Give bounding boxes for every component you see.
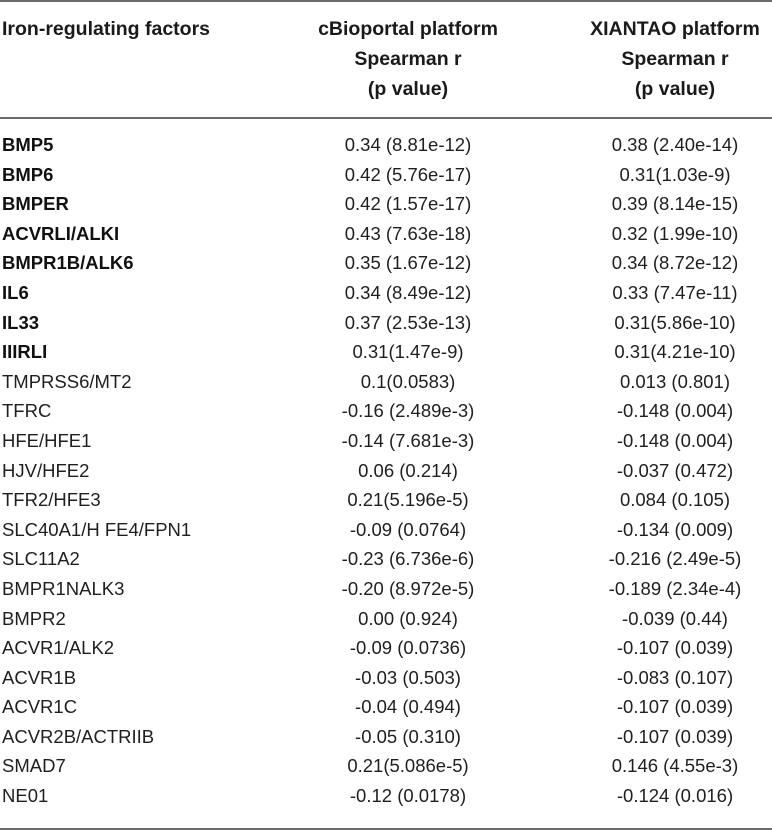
table-row: [0, 544, 772, 574]
header-col3-line3: (p value): [634, 78, 716, 100]
header-col3-line1: XIANTAO platform: [590, 18, 760, 40]
factor-name: TFRC: [2, 400, 52, 422]
table-row: [0, 278, 772, 308]
cbioportal-value: 0.42 (5.76e-17): [344, 163, 472, 185]
table-row: [0, 189, 772, 219]
table-row: [0, 751, 772, 781]
factor-name: ACVR1B: [2, 666, 77, 688]
factor-name: IL33: [2, 311, 40, 333]
cbioportal-value: -0.09 (0.0764): [349, 518, 467, 540]
xiantao-value: -0.216 (2.49e-5): [608, 548, 742, 570]
factor-name: IIIRLI: [2, 341, 48, 363]
table-row: [0, 396, 772, 426]
table-header: [0, 0, 772, 117]
factor-name: BMPR2: [2, 607, 66, 629]
factor-name: ACVR1/ALK2: [2, 637, 115, 659]
header-col2-line2: Spearman r: [354, 48, 462, 70]
xiantao-value: 0.013 (0.801): [619, 370, 731, 392]
factor-name: TMPRSS6/MT2: [2, 370, 132, 392]
factor-name: BMPR1NALK3: [2, 577, 125, 599]
xiantao-value: 0.39 (8.14e-15): [611, 193, 739, 215]
cbioportal-value: 0.06 (0.214): [358, 459, 458, 481]
cbioportal-value: -0.16 (2.489e-3): [341, 400, 475, 422]
xiantao-value: 0.33 (7.47e-11): [612, 281, 738, 303]
xiantao-value: -0.134 (0.009): [616, 518, 734, 540]
table-row: [0, 367, 772, 397]
xiantao-value: 0.31(5.86e-10): [614, 311, 736, 333]
factor-name: ACVR1C: [2, 696, 78, 718]
factor-name: NE01: [2, 785, 49, 807]
xiantao-value: -0.107 (0.039): [616, 725, 734, 747]
xiantao-value: 0.084 (0.105): [619, 489, 731, 511]
factor-name: HJV/HFE2: [2, 459, 90, 481]
xiantao-value: -0.083 (0.107): [616, 666, 734, 688]
table-row: [0, 663, 772, 693]
cbioportal-value: 0.21(5.086e-5): [347, 755, 469, 777]
cbioportal-value: 0.43 (7.63e-18): [344, 222, 472, 244]
table-row: [0, 456, 772, 486]
xiantao-value: -0.148 (0.004): [616, 429, 734, 451]
table-row: [0, 633, 772, 663]
table-row: [0, 722, 772, 752]
xiantao-value: 0.31(1.03e-9): [619, 163, 731, 185]
xiantao-value: 0.32 (1.99e-10): [611, 222, 739, 244]
cbioportal-value: 0.42 (1.57e-17): [344, 193, 472, 215]
table-row: [0, 130, 772, 160]
cbioportal-value: 0.21(5.196e-5): [347, 489, 469, 511]
cbioportal-value: -0.12 (0.0178): [349, 785, 467, 807]
cbioportal-value: -0.05 (0.310): [355, 725, 461, 747]
factor-name: BMPER: [2, 193, 69, 215]
factor-name: ACVRLI/ALKI: [2, 222, 120, 244]
factor-name: IL6: [2, 281, 29, 303]
table-row: [0, 308, 772, 338]
header-xiantao: [560, 14, 772, 104]
header-iron-regulating-factors: [2, 14, 210, 44]
header-col1-label: Iron-regulating factors: [2, 18, 211, 40]
factor-name: SMAD7: [2, 755, 66, 777]
cbioportal-value: 0.34 (8.81e-12): [344, 134, 472, 155]
table-row: [0, 692, 772, 722]
cbioportal-value: -0.04 (0.494): [355, 696, 461, 718]
factor-name: TFR2/HFE3: [2, 489, 101, 511]
cbioportal-value: -0.03 (0.503): [355, 666, 461, 688]
table-bottom-rule: [0, 828, 772, 830]
table-row: [0, 515, 772, 545]
xiantao-value: -0.107 (0.039): [616, 696, 734, 718]
table-row: [0, 485, 772, 515]
table-row: [0, 219, 772, 249]
factor-name: BMPR1B/ALK6: [2, 252, 134, 274]
factor-name: ACVR2B/ACTRIIB: [2, 725, 155, 747]
cbioportal-value: 0.37 (2.53e-13): [344, 311, 472, 333]
cbioportal-value: 0.34 (8.49e-12): [344, 281, 472, 303]
cbioportal-value: 0.1(0.0583): [360, 370, 456, 392]
xiantao-value: -0.124 (0.016): [616, 785, 734, 807]
cbioportal-value: 0.35 (1.67e-12): [344, 252, 472, 274]
xiantao-value: -0.189 (2.34e-4): [608, 577, 742, 599]
cbioportal-value: -0.20 (8.972e-5): [341, 577, 475, 599]
xiantao-value: 0.34 (8.72e-12): [611, 252, 739, 274]
header-col2-line1: cBioportal platform: [318, 18, 498, 40]
xiantao-value: -0.037 (0.472): [616, 459, 734, 481]
table-row: [0, 248, 772, 278]
table-row: [0, 604, 772, 634]
table-header-rule: [0, 117, 772, 119]
xiantao-value: -0.039 (0.44): [622, 607, 728, 629]
factor-name: HFE/HFE1: [2, 429, 92, 451]
xiantao-value: 0.31(4.21e-10): [614, 341, 736, 363]
xiantao-value: 0.146 (4.55e-3): [611, 755, 739, 777]
xiantao-value: 0.38 (2.40e-14): [611, 134, 739, 155]
cbioportal-value: 0.00 (0.924): [358, 607, 458, 629]
table-row: [0, 337, 772, 367]
xiantao-value: -0.107 (0.039): [616, 637, 734, 659]
table-row: [0, 426, 772, 456]
table-row: [0, 574, 772, 604]
header-col2-line3: (p value): [367, 78, 449, 100]
factor-name: SLC40A1/H FE4/FPN1: [2, 518, 192, 540]
cbioportal-value: -0.14 (7.681e-3): [341, 429, 475, 451]
table-body: [0, 130, 772, 811]
cbioportal-value: -0.09 (0.0736): [349, 637, 467, 659]
cbioportal-value: 0.31(1.47e-9): [352, 341, 464, 363]
table-row: [0, 781, 772, 811]
header-cbioportal: [300, 14, 516, 104]
xiantao-value: -0.148 (0.004): [616, 400, 734, 422]
cbioportal-value: -0.23 (6.736e-6): [341, 548, 475, 570]
header-col3-line2: Spearman r: [621, 48, 729, 70]
factor-name: BMP5: [2, 134, 54, 155]
factor-name: BMP6: [2, 163, 54, 185]
factor-name: SLC11A2: [2, 548, 80, 570]
table-row: [0, 160, 772, 190]
